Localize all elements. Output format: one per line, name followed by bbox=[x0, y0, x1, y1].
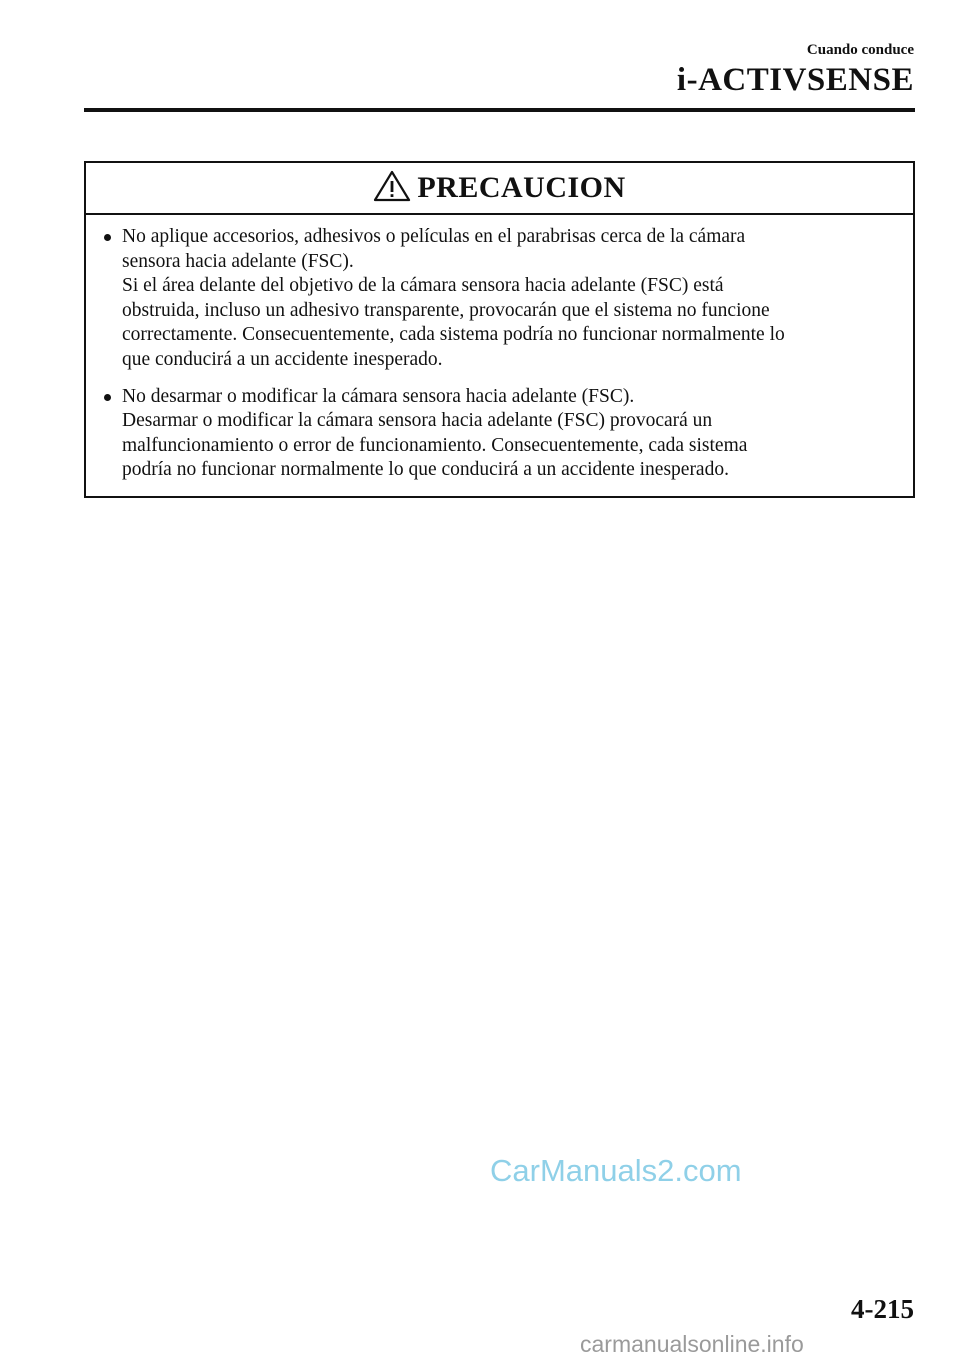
caution-item-line: Desarmar o modificar la cámara sensora hacia adelante (FSC) provocará un bbox=[122, 410, 713, 432]
caution-header bbox=[86, 163, 913, 215]
caution-item-line: que conducirá a un accidente inesperado. bbox=[122, 348, 443, 370]
caution-item-line: No desarmar o modificar la cámara sensora hacia adelante (FSC). bbox=[122, 385, 635, 407]
caution-item-line: obstruida, incluso un adhesivo transparente, provocarán que el sistema no funcione bbox=[122, 299, 770, 321]
caution-item bbox=[100, 225, 897, 373]
page-number: 4-215 bbox=[851, 1294, 914, 1324]
caution-item-line: malfuncionamiento o error de funcionamiento. Consecuentemente, cada sistema bbox=[122, 434, 748, 456]
footer-url: carmanualsonline.info bbox=[580, 1331, 804, 1357]
bullet-icon bbox=[104, 394, 111, 401]
section-label: Cuando conduce bbox=[806, 42, 914, 58]
caution-body bbox=[86, 215, 913, 483]
bullet-icon bbox=[104, 234, 111, 241]
caution-item bbox=[100, 385, 897, 483]
caution-item-line: No aplique accesorios, adhesivos o películas en el parabrisas cerca de la cámara bbox=[122, 226, 746, 247]
watermark-logo: CarManuals2.com bbox=[490, 1153, 742, 1188]
caution-item-line: sensora hacia adelante (FSC). bbox=[122, 250, 354, 272]
caution-title: PRECAUCION bbox=[417, 171, 626, 204]
caution-item-line: podría no funcionar normalmente lo que conducirá a un accidente inesperado. bbox=[122, 459, 729, 481]
caution-item-line: correctamente. Consecuentemente, cada sistema podría no funcionar normalmente lo bbox=[122, 324, 785, 346]
page-title: i-ACTIVSENSE bbox=[676, 62, 914, 98]
caution-box bbox=[84, 161, 915, 498]
caution-item-line: Si el área delante del objetivo de la cámara sensora hacia adelante (FSC) está bbox=[122, 275, 724, 297]
header-divider bbox=[84, 108, 915, 112]
warning-triangle-icon bbox=[373, 170, 411, 202]
